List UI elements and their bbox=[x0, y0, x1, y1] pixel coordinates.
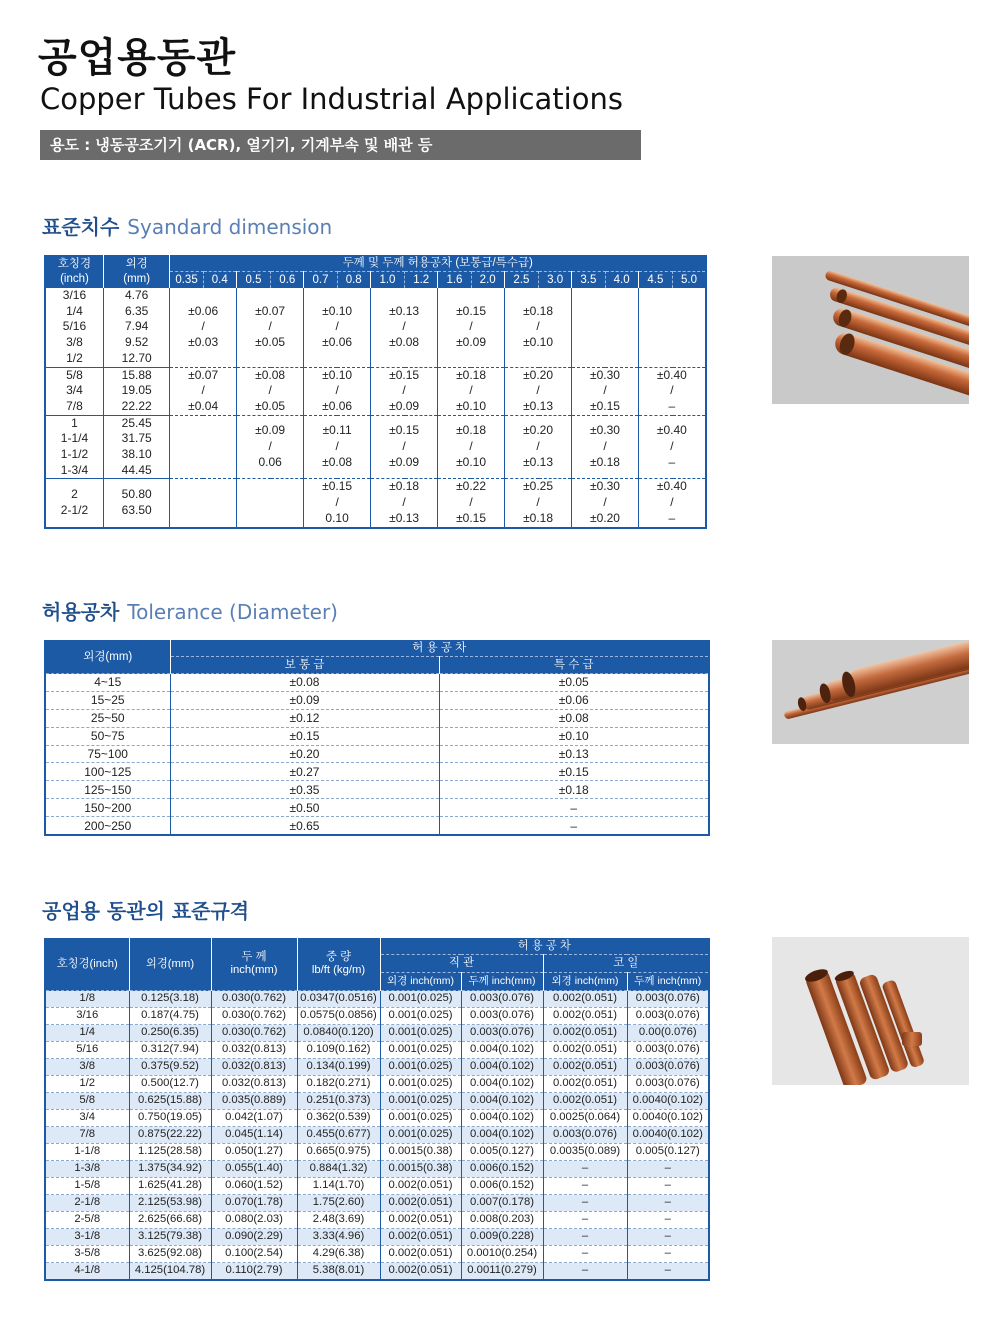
straight-thick-tol-cell: 0.006(0.152) bbox=[461, 1161, 543, 1178]
dimension-row-group bbox=[45, 367, 706, 415]
straight-od-tol-cell: 0.002(0.051) bbox=[380, 1246, 461, 1263]
od-cell: 50.80 63.50 bbox=[103, 479, 169, 528]
table-row bbox=[45, 991, 709, 1008]
tolerance-cell: ±0.15 / ±0.09 bbox=[370, 367, 437, 415]
thickness-header: 2.5 bbox=[504, 272, 538, 289]
section-title-ko: 공업용 동관의 표준규격 bbox=[42, 899, 250, 923]
od-cell: 0.250(6.35) bbox=[129, 1025, 211, 1042]
header-straight: 직 관 bbox=[380, 955, 543, 973]
coil-od-tol-cell: 0.002(0.051) bbox=[543, 1042, 627, 1059]
size-cell: 1-1/8 bbox=[45, 1144, 129, 1161]
tolerance-cell: ±0.40 / – bbox=[638, 479, 706, 528]
special-tol-cell: ±0.08 bbox=[439, 709, 709, 727]
spec-table bbox=[44, 938, 710, 1281]
page-subtitle: Copper Tubes For Industrial Applications bbox=[40, 82, 623, 116]
od-range-cell: 50~75 bbox=[45, 727, 170, 745]
od-cell: 0.312(7.94) bbox=[129, 1042, 211, 1059]
header-tolerance: 허 용 공 차 bbox=[380, 938, 709, 955]
tolerance-cell: ±0.08 / ±0.05 bbox=[236, 367, 303, 415]
coil-thick-tol-cell: – bbox=[627, 1161, 709, 1178]
coil-thick-tol-cell: 0.003(0.076) bbox=[627, 1059, 709, 1076]
thickness-header: 0.35 bbox=[170, 272, 203, 289]
thickness-cell: 0.032(0.813) bbox=[211, 1042, 297, 1059]
section-title-ko: 허용공차 bbox=[42, 600, 120, 624]
coil-thick-tol-cell: 0.00(0.076) bbox=[627, 1025, 709, 1042]
od-cell: 3.625(92.08) bbox=[129, 1246, 211, 1263]
size-cell: 3/8 bbox=[45, 1059, 129, 1076]
coil-od-tol-cell: – bbox=[543, 1195, 627, 1212]
thickness-cell: 0.030(0.762) bbox=[211, 1008, 297, 1025]
header-od: 외경(mm) bbox=[45, 640, 170, 674]
tolerance-cell: ±0.20 / ±0.13 bbox=[504, 415, 571, 479]
straight-thick-tol-cell: 0.007(0.178) bbox=[461, 1195, 543, 1212]
header-coil-od: 외경 inch(mm) bbox=[543, 973, 627, 991]
tolerance-cell: ±0.25 / ±0.18 bbox=[504, 479, 571, 528]
coil-thick-tol-cell: 0.003(0.076) bbox=[627, 1008, 709, 1025]
coil-thick-tol-cell: 0.0040(0.102) bbox=[627, 1110, 709, 1127]
thickness-cell: 0.110(2.79) bbox=[211, 1263, 297, 1281]
header-size: 호칭경 (inch) bbox=[45, 255, 103, 288]
coil-od-tol-cell: 0.003(0.076) bbox=[543, 1127, 627, 1144]
straight-thick-tol-cell: 0.004(0.102) bbox=[461, 1093, 543, 1110]
straight-thick-tol-cell: 0.0011(0.279) bbox=[461, 1263, 543, 1281]
od-cell: 2.625(66.68) bbox=[129, 1212, 211, 1229]
size-cell: 1-3/8 bbox=[45, 1161, 129, 1178]
coil-thick-tol-cell: 0.0040(0.102) bbox=[627, 1093, 709, 1110]
usage-bar: 용도 : 냉동공조기기 (ACR), 열기기, 기계부속 및 배관 등 bbox=[40, 130, 641, 160]
thickness-cell: 0.070(1.78) bbox=[211, 1195, 297, 1212]
coil-od-tol-cell: 0.002(0.051) bbox=[543, 1008, 627, 1025]
tolerance-cell: ±0.20 / ±0.13 bbox=[504, 367, 571, 415]
special-tol-cell: – bbox=[439, 817, 709, 835]
tolerance-cell bbox=[236, 479, 303, 528]
header-special: 특 수 급 bbox=[439, 657, 709, 674]
thickness-cell: 0.045(1.14) bbox=[211, 1127, 297, 1144]
straight-thick-tol-cell: 0.0010(0.254) bbox=[461, 1246, 543, 1263]
od-cell: 25.45 31.75 38.10 44.45 bbox=[103, 415, 169, 479]
tolerance-cell: ±0.07 / ±0.04 bbox=[170, 367, 236, 415]
size-cell: 2 2-1/2 bbox=[45, 479, 103, 528]
straight-od-tol-cell: 0.002(0.051) bbox=[380, 1212, 461, 1229]
copper-tube-photo-1 bbox=[772, 256, 969, 404]
thickness-header: 1.6 bbox=[438, 272, 471, 289]
straight-od-tol-cell: 0.001(0.025) bbox=[380, 1127, 461, 1144]
table-row bbox=[45, 763, 709, 781]
od-cell: 0.875(22.22) bbox=[129, 1127, 211, 1144]
weight-cell: 0.455(0.677) bbox=[297, 1127, 380, 1144]
header-weight: 중 량 lb/ft (kg/m) bbox=[297, 938, 380, 991]
size-cell: 5/8 bbox=[45, 1093, 129, 1110]
coil-thick-tol-cell: – bbox=[627, 1178, 709, 1195]
header-thickness: 두 께 inch(mm) bbox=[211, 938, 297, 991]
table-row bbox=[45, 674, 709, 692]
od-range-cell: 4~15 bbox=[45, 674, 170, 692]
table-row bbox=[45, 1263, 709, 1281]
od-cell: 4.125(104.78) bbox=[129, 1263, 211, 1281]
tolerance-cell: ±0.18 / ±0.10 bbox=[438, 367, 504, 415]
straight-thick-tol-cell: 0.003(0.076) bbox=[461, 991, 543, 1008]
straight-thick-tol-cell: 0.004(0.102) bbox=[461, 1076, 543, 1093]
straight-od-tol-cell: 0.001(0.025) bbox=[380, 1093, 461, 1110]
table-row bbox=[45, 817, 709, 835]
dimension-row-group bbox=[45, 288, 706, 367]
size-cell: 5/16 bbox=[45, 1042, 129, 1059]
header-straight-od: 외경 inch(mm) bbox=[380, 973, 461, 991]
section-title-en: Tolerance (Diameter) bbox=[127, 600, 338, 624]
straight-thick-tol-cell: 0.004(0.102) bbox=[461, 1127, 543, 1144]
table-row bbox=[45, 709, 709, 727]
table-row bbox=[45, 1246, 709, 1263]
straight-thick-tol-cell: 0.009(0.228) bbox=[461, 1229, 543, 1246]
table-row bbox=[45, 1144, 709, 1161]
normal-tol-cell: ±0.50 bbox=[170, 799, 439, 817]
thickness-header: 5.0 bbox=[673, 272, 707, 289]
thickness-header: 0.4 bbox=[203, 272, 236, 289]
table-row bbox=[45, 1229, 709, 1246]
table-row bbox=[45, 799, 709, 817]
weight-cell: 1.75(2.60) bbox=[297, 1195, 380, 1212]
table-row bbox=[45, 691, 709, 709]
thickness-cell: 0.032(0.813) bbox=[211, 1059, 297, 1076]
page-title: 공업용동관 bbox=[38, 35, 237, 81]
special-tol-cell: ±0.15 bbox=[439, 763, 709, 781]
tolerance-cell: ±0.40 / – bbox=[638, 367, 706, 415]
tolerance-cell: ±0.15 / ±0.09 bbox=[438, 288, 504, 367]
header-size: 호칭경(inch) bbox=[45, 938, 129, 991]
od-range-cell: 125~150 bbox=[45, 781, 170, 799]
thickness-header: 1.0 bbox=[370, 272, 404, 289]
coil-thick-tol-cell: – bbox=[627, 1212, 709, 1229]
normal-tol-cell: ±0.65 bbox=[170, 817, 439, 835]
straight-thick-tol-cell: 0.004(0.102) bbox=[461, 1042, 543, 1059]
size-cell: 3/16 bbox=[45, 1008, 129, 1025]
coil-thick-tol-cell: 0.003(0.076) bbox=[627, 1076, 709, 1093]
thickness-cell: 0.100(2.54) bbox=[211, 1246, 297, 1263]
tolerance-cell: ±0.13 / ±0.08 bbox=[370, 288, 437, 367]
weight-cell: 0.0575(0.0856) bbox=[297, 1008, 380, 1025]
coil-od-tol-cell: – bbox=[543, 1263, 627, 1281]
size-cell: 1/8 bbox=[45, 991, 129, 1008]
special-tol-cell: ±0.18 bbox=[439, 781, 709, 799]
straight-od-tol-cell: 0.002(0.051) bbox=[380, 1195, 461, 1212]
od-range-cell: 200~250 bbox=[45, 817, 170, 835]
weight-cell: 0.109(0.162) bbox=[297, 1042, 380, 1059]
thickness-header: 3.0 bbox=[539, 272, 572, 289]
thickness-cell: 0.050(1.27) bbox=[211, 1144, 297, 1161]
normal-tol-cell: ±0.08 bbox=[170, 674, 439, 692]
coil-od-tol-cell: 0.0025(0.064) bbox=[543, 1110, 627, 1127]
special-tol-cell: ±0.13 bbox=[439, 745, 709, 763]
od-cell: 2.125(53.98) bbox=[129, 1195, 211, 1212]
coil-od-tol-cell: 0.002(0.051) bbox=[543, 1059, 627, 1076]
od-cell: 0.625(15.88) bbox=[129, 1093, 211, 1110]
thickness-cell: 0.030(0.762) bbox=[211, 1025, 297, 1042]
normal-tol-cell: ±0.12 bbox=[170, 709, 439, 727]
tolerance-cell: ±0.06 / ±0.03 bbox=[170, 288, 236, 367]
weight-cell: 2.48(3.69) bbox=[297, 1212, 380, 1229]
thickness-cell: 0.055(1.40) bbox=[211, 1161, 297, 1178]
dimension-row-group bbox=[45, 479, 706, 528]
thickness-header: 0.8 bbox=[337, 272, 370, 289]
coil-thick-tol-cell: 0.003(0.076) bbox=[627, 1042, 709, 1059]
size-cell: 3-5/8 bbox=[45, 1246, 129, 1263]
table-row bbox=[45, 1008, 709, 1025]
header-straight-thickness: 두께 inch(mm) bbox=[461, 973, 543, 991]
od-cell: 0.187(4.75) bbox=[129, 1008, 211, 1025]
header-od: 외경(mm) bbox=[129, 938, 211, 991]
od-cell: 1.375(34.92) bbox=[129, 1161, 211, 1178]
thickness-cell: 0.032(0.813) bbox=[211, 1076, 297, 1093]
tolerance-cell: ±0.18 / ±0.10 bbox=[438, 415, 504, 479]
straight-od-tol-cell: 0.0015(0.38) bbox=[380, 1161, 461, 1178]
table-row bbox=[45, 1195, 709, 1212]
coil-od-tol-cell: – bbox=[543, 1178, 627, 1195]
thickness-header: 0.7 bbox=[304, 272, 337, 289]
straight-od-tol-cell: 0.002(0.051) bbox=[380, 1229, 461, 1246]
size-cell: 1-5/8 bbox=[45, 1178, 129, 1195]
section-title-en: Syandard dimension bbox=[127, 215, 333, 239]
tolerance-cell bbox=[170, 415, 236, 479]
table-row bbox=[45, 1212, 709, 1229]
weight-cell: 3.33(4.96) bbox=[297, 1229, 380, 1246]
straight-od-tol-cell: 0.001(0.025) bbox=[380, 1110, 461, 1127]
thickness-cell: 0.090(2.29) bbox=[211, 1229, 297, 1246]
copper-tube-photo-2 bbox=[772, 640, 969, 744]
straight-thick-tol-cell: 0.006(0.152) bbox=[461, 1178, 543, 1195]
tolerance-cell bbox=[170, 479, 236, 528]
thickness-cell: 0.030(0.762) bbox=[211, 991, 297, 1008]
table-row bbox=[45, 781, 709, 799]
tolerance-cell: ±0.40 / – bbox=[638, 415, 706, 479]
tolerance-cell: ±0.11 / ±0.08 bbox=[304, 415, 370, 479]
table-row bbox=[45, 1042, 709, 1059]
straight-od-tol-cell: 0.002(0.051) bbox=[380, 1178, 461, 1195]
size-cell: 1/2 bbox=[45, 1076, 129, 1093]
tolerance-cell bbox=[638, 288, 706, 367]
size-cell: 2-1/8 bbox=[45, 1195, 129, 1212]
table-row bbox=[45, 1059, 709, 1076]
standard-dimension-table bbox=[44, 255, 707, 529]
header-coil-thickness: 두께 inch(mm) bbox=[627, 973, 709, 991]
tolerance-cell: ±0.07 / ±0.05 bbox=[236, 288, 303, 367]
coil-od-tol-cell: – bbox=[543, 1229, 627, 1246]
tolerance-cell: ±0.18 / ±0.13 bbox=[370, 479, 437, 528]
od-cell: 1.125(28.58) bbox=[129, 1144, 211, 1161]
special-tol-cell: – bbox=[439, 799, 709, 817]
thickness-cell: 0.080(2.03) bbox=[211, 1212, 297, 1229]
straight-od-tol-cell: 0.001(0.025) bbox=[380, 1008, 461, 1025]
tolerance-cell: ±0.10 / ±0.06 bbox=[304, 367, 370, 415]
table-row bbox=[45, 1161, 709, 1178]
od-cell: 0.375(9.52) bbox=[129, 1059, 211, 1076]
straight-od-tol-cell: 0.001(0.025) bbox=[380, 1025, 461, 1042]
od-range-cell: 150~200 bbox=[45, 799, 170, 817]
copper-tube-photo-3 bbox=[772, 937, 969, 1085]
coil-thick-tol-cell: – bbox=[627, 1263, 709, 1281]
straight-od-tol-cell: 0.001(0.025) bbox=[380, 1059, 461, 1076]
section-title-dimension bbox=[42, 211, 332, 240]
tolerance-cell: ±0.09 / 0.06 bbox=[236, 415, 303, 479]
weight-cell: 4.29(6.38) bbox=[297, 1246, 380, 1263]
tolerance-cell: ±0.15 / ±0.09 bbox=[370, 415, 437, 479]
tolerance-cell bbox=[572, 288, 638, 367]
straight-thick-tol-cell: 0.003(0.076) bbox=[461, 1008, 543, 1025]
thickness-header: 0.6 bbox=[271, 272, 304, 289]
normal-tol-cell: ±0.35 bbox=[170, 781, 439, 799]
straight-thick-tol-cell: 0.005(0.127) bbox=[461, 1144, 543, 1161]
dimension-row-group bbox=[45, 415, 706, 479]
weight-cell: 0.182(0.271) bbox=[297, 1076, 380, 1093]
od-cell: 3.125(79.38) bbox=[129, 1229, 211, 1246]
size-cell: 1 1-1/4 1-1/2 1-3/4 bbox=[45, 415, 103, 479]
od-range-cell: 15~25 bbox=[45, 691, 170, 709]
table-row bbox=[45, 1025, 709, 1042]
od-cell: 15.88 19.05 22.22 bbox=[103, 367, 169, 415]
od-cell: 0.500(12.7) bbox=[129, 1076, 211, 1093]
coil-od-tol-cell: – bbox=[543, 1161, 627, 1178]
od-cell: 1.625(41.28) bbox=[129, 1178, 211, 1195]
tolerance-cell: ±0.30 / ±0.18 bbox=[572, 415, 638, 479]
weight-cell: 1.14(1.70) bbox=[297, 1178, 380, 1195]
thickness-header: 2.0 bbox=[471, 272, 504, 289]
coil-od-tol-cell: 0.002(0.051) bbox=[543, 1025, 627, 1042]
header-normal: 보 통 급 bbox=[170, 657, 439, 674]
coil-od-tol-cell: – bbox=[543, 1246, 627, 1263]
straight-od-tol-cell: 0.001(0.025) bbox=[380, 1042, 461, 1059]
special-tol-cell: ±0.05 bbox=[439, 674, 709, 692]
straight-thick-tol-cell: 0.004(0.102) bbox=[461, 1059, 543, 1076]
size-cell: 7/8 bbox=[45, 1127, 129, 1144]
special-tol-cell: ±0.06 bbox=[439, 691, 709, 709]
coil-od-tol-cell: 0.002(0.051) bbox=[543, 1076, 627, 1093]
straight-od-tol-cell: 0.001(0.025) bbox=[380, 991, 461, 1008]
section-title-ko: 표준치수 bbox=[42, 215, 120, 239]
od-cell: 4.76 6.35 7.94 9.52 12.70 bbox=[103, 288, 169, 367]
tolerance-cell: ±0.30 / ±0.15 bbox=[572, 367, 638, 415]
table-row bbox=[45, 1076, 709, 1093]
size-cell: 3/4 bbox=[45, 1110, 129, 1127]
coil-thick-tol-cell: 0.003(0.076) bbox=[627, 991, 709, 1008]
tolerance-cell: ±0.10 / ±0.06 bbox=[304, 288, 370, 367]
weight-cell: 0.884(1.32) bbox=[297, 1161, 380, 1178]
thickness-header: 3.5 bbox=[572, 272, 605, 289]
od-cell: 0.750(19.05) bbox=[129, 1110, 211, 1127]
straight-thick-tol-cell: 0.003(0.076) bbox=[461, 1025, 543, 1042]
od-cell: 0.125(3.18) bbox=[129, 991, 211, 1008]
header-od: 외경 (mm) bbox=[103, 255, 169, 288]
tolerance-cell: ±0.22 / ±0.15 bbox=[438, 479, 504, 528]
table-row bbox=[45, 1110, 709, 1127]
tolerance-cell: ±0.18 / ±0.10 bbox=[504, 288, 571, 367]
tolerance-cell: ±0.30 / ±0.20 bbox=[572, 479, 638, 528]
size-cell: 3-1/8 bbox=[45, 1229, 129, 1246]
coil-thick-tol-cell: – bbox=[627, 1229, 709, 1246]
tolerance-cell: ±0.15 / 0.10 bbox=[304, 479, 370, 528]
straight-od-tol-cell: 0.001(0.025) bbox=[380, 1076, 461, 1093]
thickness-header: 4.0 bbox=[605, 272, 638, 289]
header-tolerance: 허 용 공 차 bbox=[170, 640, 709, 657]
straight-od-tol-cell: 0.0015(0.38) bbox=[380, 1144, 461, 1161]
header-coil: 코 일 bbox=[543, 955, 709, 973]
size-cell: 4-1/8 bbox=[45, 1263, 129, 1281]
coil-od-tol-cell: 0.002(0.051) bbox=[543, 1093, 627, 1110]
table-row bbox=[45, 745, 709, 763]
thickness-header: 0.5 bbox=[236, 272, 270, 289]
weight-cell: 5.38(8.01) bbox=[297, 1263, 380, 1281]
weight-cell: 0.362(0.539) bbox=[297, 1110, 380, 1127]
thickness-cell: 0.060(1.52) bbox=[211, 1178, 297, 1195]
straight-thick-tol-cell: 0.004(0.102) bbox=[461, 1110, 543, 1127]
weight-cell: 0.134(0.199) bbox=[297, 1059, 380, 1076]
table-row bbox=[45, 1127, 709, 1144]
size-cell: 1/4 bbox=[45, 1025, 129, 1042]
table-row bbox=[45, 1093, 709, 1110]
size-cell: 3/16 1/4 5/16 3/8 1/2 bbox=[45, 288, 103, 367]
size-cell: 5/8 3/4 7/8 bbox=[45, 367, 103, 415]
tolerance-table bbox=[44, 640, 710, 836]
weight-cell: 0.251(0.373) bbox=[297, 1093, 380, 1110]
thickness-cell: 0.035(0.889) bbox=[211, 1093, 297, 1110]
weight-cell: 0.0347(0.0516) bbox=[297, 991, 380, 1008]
coil-thick-tol-cell: 0.0040(0.102) bbox=[627, 1127, 709, 1144]
normal-tol-cell: ±0.15 bbox=[170, 727, 439, 745]
weight-cell: 0.665(0.975) bbox=[297, 1144, 380, 1161]
straight-od-tol-cell: 0.002(0.051) bbox=[380, 1263, 461, 1281]
thickness-cell: 0.042(1.07) bbox=[211, 1110, 297, 1127]
section-title-tolerance bbox=[42, 596, 338, 625]
thickness-header: 1.2 bbox=[405, 272, 438, 289]
coil-od-tol-cell: 0.0035(0.089) bbox=[543, 1144, 627, 1161]
coil-thick-tol-cell: – bbox=[627, 1246, 709, 1263]
table-row bbox=[45, 1178, 709, 1195]
straight-thick-tol-cell: 0.008(0.203) bbox=[461, 1212, 543, 1229]
coil-thick-tol-cell: – bbox=[627, 1195, 709, 1212]
od-range-cell: 75~100 bbox=[45, 745, 170, 763]
header-thickness: 두께 및 두께 허용공차 (보통급/특수급) bbox=[170, 255, 706, 272]
normal-tol-cell: ±0.09 bbox=[170, 691, 439, 709]
coil-thick-tol-cell: 0.005(0.127) bbox=[627, 1144, 709, 1161]
thickness-header: 4.5 bbox=[638, 272, 672, 289]
size-cell: 2-5/8 bbox=[45, 1212, 129, 1229]
special-tol-cell: ±0.10 bbox=[439, 727, 709, 745]
coil-od-tol-cell: 0.002(0.051) bbox=[543, 991, 627, 1008]
section-title-spec bbox=[42, 895, 249, 924]
table-row bbox=[45, 727, 709, 745]
normal-tol-cell: ±0.20 bbox=[170, 745, 439, 763]
weight-cell: 0.0840(0.120) bbox=[297, 1025, 380, 1042]
coil-od-tol-cell: – bbox=[543, 1212, 627, 1229]
normal-tol-cell: ±0.27 bbox=[170, 763, 439, 781]
od-range-cell: 25~50 bbox=[45, 709, 170, 727]
od-range-cell: 100~125 bbox=[45, 763, 170, 781]
